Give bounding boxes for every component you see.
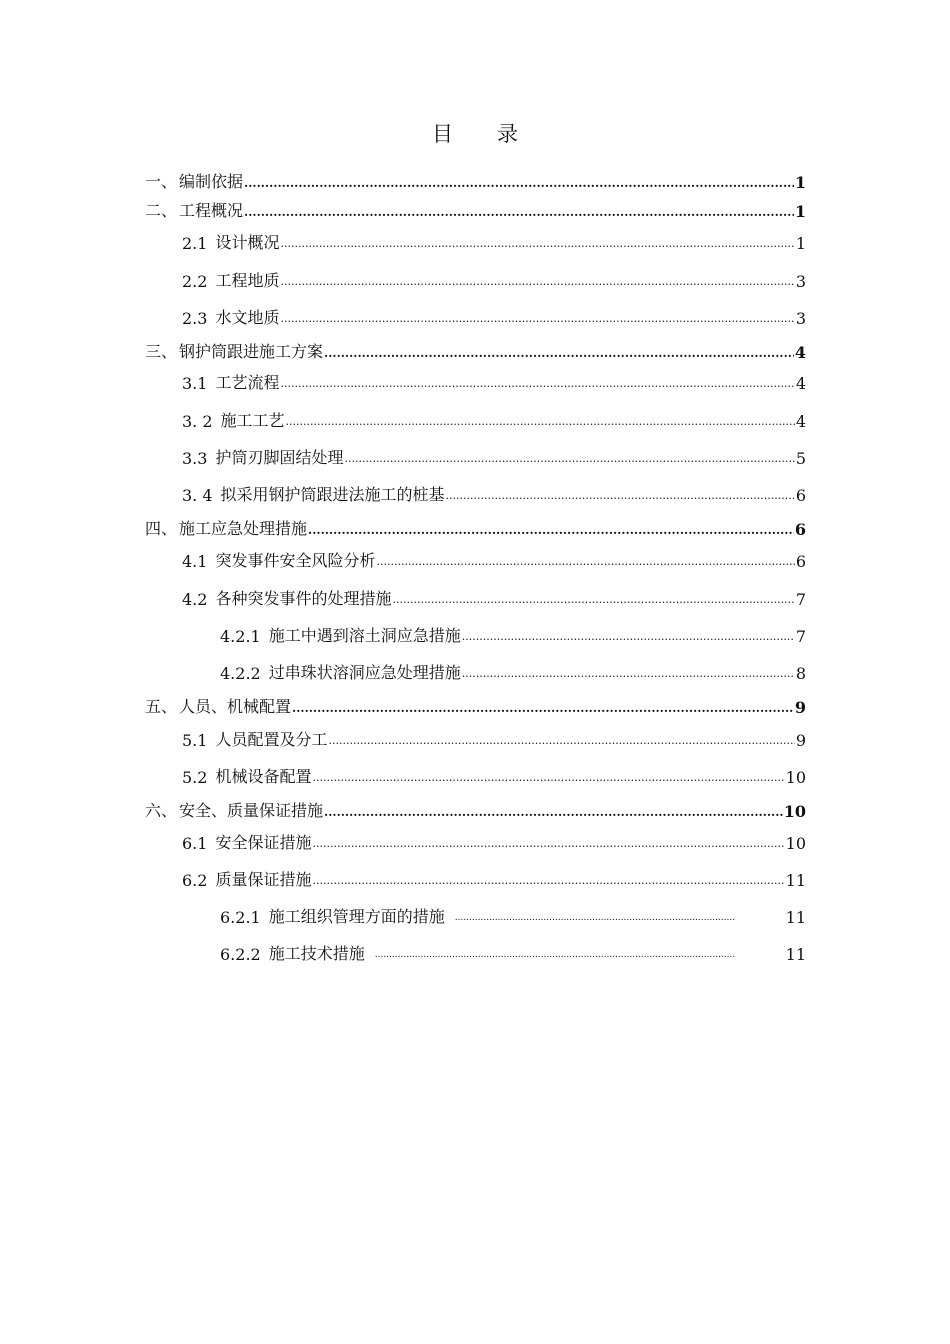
toc-entry-text: 各种突发事件的处理措施 — [215, 589, 392, 608]
toc-entry-page: 4 — [795, 374, 806, 393]
toc-entry-number: 3.3 — [182, 449, 208, 468]
toc-entry[interactable] — [182, 444, 806, 468]
toc-leader-dots — [308, 525, 794, 535]
toc-entry[interactable] — [145, 197, 806, 221]
toc-entry-page: 10 — [785, 834, 806, 853]
toc-entry-text: 拟采用钢护筒跟进法施工的桩基 — [220, 485, 445, 504]
toc-entry-number: 四、 — [145, 519, 178, 538]
toc-entry-number: 一、 — [145, 172, 178, 191]
toc-entry-page: 9 — [794, 698, 806, 717]
toc-entry[interactable] — [145, 693, 806, 717]
toc-entry[interactable] — [145, 168, 806, 192]
toc-entry-text: 工程概况 — [179, 201, 244, 220]
toc-leader-dots — [344, 454, 794, 464]
toc-leader-dots — [280, 379, 794, 389]
toc-entry-page: 1 — [794, 202, 806, 221]
toc-entry-number: 4.2 — [182, 590, 208, 609]
toc-entry-text: 编制依据 — [179, 172, 244, 191]
toc-entry-page: 9 — [795, 731, 806, 750]
toc-entry-text: 过串珠状溶洞应急处理措施 — [268, 663, 461, 682]
toc-entry[interactable] — [220, 659, 806, 683]
toc-entry-page: 4 — [794, 343, 806, 362]
toc-entry-text: 人员配置及分工 — [215, 730, 328, 749]
toc-entry-number: 6.1 — [182, 834, 208, 853]
toc-entry[interactable] — [182, 585, 806, 609]
toc-entry-number: 三、 — [145, 342, 178, 361]
toc-entry-page: 3 — [795, 272, 806, 291]
toc-entry-page: 11 — [785, 945, 806, 964]
toc-leader-dots — [312, 876, 784, 886]
toc-entry-page: 7 — [795, 590, 806, 609]
toc-entry[interactable] — [220, 622, 806, 646]
toc-leader-dots — [328, 736, 794, 746]
toc-entry[interactable] — [182, 547, 806, 571]
toc-entry-number: 五、 — [145, 697, 178, 716]
toc-entry-page: 11 — [785, 908, 806, 927]
toc-leader-dots — [446, 491, 795, 501]
toc-entry[interactable] — [182, 866, 806, 890]
toc-entry-number: 2.1 — [182, 234, 208, 253]
toc-entry-page: 3 — [795, 309, 806, 328]
toc-entry-text: 施工技术措施 — [268, 944, 365, 963]
toc-entry-number: 5.1 — [182, 731, 208, 750]
toc-leader-dots — [462, 632, 795, 642]
toc-entry-number: 4.2.1 — [220, 627, 261, 646]
toc-leader-dots — [286, 417, 795, 427]
toc-entry[interactable] — [182, 726, 806, 750]
toc-entry-page: 4 — [795, 412, 806, 431]
page-title — [0, 118, 950, 148]
toc-entry[interactable] — [182, 829, 806, 853]
toc-entry-number: 6.2.1 — [220, 908, 261, 927]
toc-entry-text: 工程地质 — [215, 271, 280, 290]
toc-entry-page: 7 — [795, 627, 806, 646]
toc-entry-text: 护筒刃脚固结处理 — [215, 448, 344, 467]
toc-entry-number: 3. 4 — [182, 486, 213, 505]
toc-leader-dots — [375, 950, 736, 960]
toc-entry-text: 施工组织管理方面的措施 — [268, 907, 445, 926]
toc-leader-dots — [280, 314, 794, 324]
toc-leader-dots — [292, 703, 794, 713]
toc-entry-number: 6.2.2 — [220, 945, 261, 964]
toc-entry-text: 设计概况 — [215, 233, 280, 252]
toc-entry-page: 10 — [783, 802, 806, 821]
toc-entry-number: 2.3 — [182, 309, 208, 328]
toc-leader-dots — [312, 839, 784, 849]
toc-entry[interactable] — [182, 229, 806, 253]
toc-entry[interactable] — [182, 267, 806, 291]
toc-entry-number: 6.2 — [182, 871, 208, 890]
toc-entry-text: 人员、机械配置 — [179, 697, 292, 716]
toc-leader-dots — [392, 595, 794, 605]
toc-entry-text: 工艺流程 — [215, 373, 280, 392]
toc-entry-page: 6 — [794, 520, 806, 539]
toc-entry[interactable] — [220, 903, 806, 927]
toc-entry-page: 1 — [795, 234, 806, 253]
toc-entry-text: 突发事件安全风险分析 — [215, 551, 376, 570]
toc-entry[interactable] — [145, 797, 806, 821]
toc-leader-dots — [280, 277, 794, 287]
toc-entry[interactable] — [182, 369, 806, 393]
toc-leader-dots — [324, 348, 794, 358]
title-char-2: 录 — [497, 122, 518, 146]
toc-entry-text: 安全保证措施 — [215, 833, 312, 852]
toc-leader-dots — [376, 557, 794, 567]
toc-entry-number: 4.1 — [182, 552, 208, 571]
toc-leader-dots — [462, 669, 795, 679]
toc-entry-text: 施工应急处理措施 — [179, 519, 308, 538]
toc-entry-page: 6 — [795, 486, 806, 505]
toc-entry-number: 二、 — [145, 201, 178, 220]
toc-entry-page: 6 — [795, 552, 806, 571]
toc-entry[interactable] — [182, 481, 806, 505]
title-char-1: 目 — [432, 122, 453, 146]
toc-entry-number: 3.1 — [182, 374, 208, 393]
toc-leader-dots — [244, 178, 794, 188]
toc-leader-dots — [280, 239, 794, 249]
toc-entry-text: 机械设备配置 — [215, 767, 312, 786]
toc-entry-number: 4.2.2 — [220, 664, 261, 683]
toc-entry-text: 钢护筒跟进施工方案 — [179, 342, 324, 361]
toc-entry[interactable] — [182, 763, 806, 787]
toc-entry-page: 5 — [795, 449, 806, 468]
toc-entry[interactable] — [182, 304, 806, 328]
toc-entry[interactable] — [145, 338, 806, 362]
toc-entry[interactable] — [220, 940, 806, 964]
toc-leader-dots — [244, 207, 794, 217]
toc-entry-number: 5.2 — [182, 768, 208, 787]
toc-entry-text: 质量保证措施 — [215, 870, 312, 889]
toc-entry-page: 11 — [785, 871, 806, 890]
toc-leader-dots — [312, 773, 784, 783]
toc-entry-number: 3. 2 — [182, 412, 213, 431]
toc-entry-text: 水文地质 — [215, 308, 280, 327]
toc-entry-text: 施工中遇到溶土洞应急措施 — [268, 626, 461, 645]
toc-entry-text: 施工工艺 — [220, 411, 285, 430]
toc-entry-number: 2.2 — [182, 272, 208, 291]
toc-entry-text: 安全、质量保证措施 — [179, 801, 324, 820]
toc-entry-number: 六、 — [145, 801, 178, 820]
toc-entry[interactable] — [145, 515, 806, 539]
toc-entry[interactable] — [182, 407, 806, 431]
toc-leader-dots — [455, 913, 736, 923]
toc-leader-dots — [324, 807, 783, 817]
toc-entry-page: 1 — [794, 173, 806, 192]
toc-entry-page: 8 — [795, 664, 806, 683]
toc-entry-page: 10 — [785, 768, 806, 787]
